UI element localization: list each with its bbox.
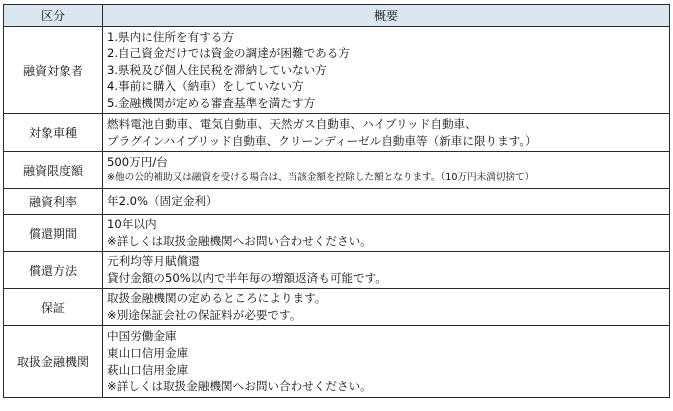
content-line: 中国労働金庫 <box>107 329 177 344</box>
row-interest-rate <box>4 189 670 215</box>
row-label: 保証 <box>4 289 103 326</box>
row-content <box>103 215 670 252</box>
table-header-row <box>4 5 670 27</box>
row-label: 融資限度額 <box>4 152 103 189</box>
content-line: 3.県税及び個人住民税を滞納していない方 <box>107 62 327 77</box>
header-category: 区分 <box>4 5 103 27</box>
row-label: 償還期間 <box>4 215 103 252</box>
row-content <box>103 189 670 215</box>
row-repayment-method <box>4 252 670 289</box>
row-label: 融資対象者 <box>4 27 103 114</box>
row-content <box>103 289 670 326</box>
content-line: 5.金融機関が定める審査基準を満たす方 <box>107 95 316 110</box>
content-line: 2.自己資金だけでは資金の調達が困難である方 <box>107 46 350 61</box>
header-overview: 概要 <box>103 5 670 27</box>
row-content <box>103 152 670 189</box>
row-label: 償還方法 <box>4 252 103 289</box>
content-line: プラグインハイブリッド自動車、クリーンディーゼル自動車等（新車に限ります。） <box>107 133 537 148</box>
content-line: 500万円/台 <box>107 154 168 169</box>
content-line: 4.事前に購入（納車）をしていない方 <box>107 79 304 94</box>
row-vehicle-types <box>4 114 670 152</box>
content-line: 燃料電池自動車、電気自動車、天然ガス自動車、ハイブリッド自動車、 <box>107 116 477 131</box>
row-content <box>103 114 670 152</box>
content-line: 萩山口信用金庫 <box>107 362 189 377</box>
row-financial-institutions <box>4 326 670 398</box>
content-line: 取扱金融機関の定めるところによります。 <box>107 291 327 306</box>
row-content <box>103 27 670 114</box>
content-line: 10年以内 <box>107 217 157 232</box>
row-repayment-period <box>4 215 670 252</box>
row-content <box>103 326 670 398</box>
row-eligible-borrowers <box>4 27 670 114</box>
content-line: 貸付金額の50%以内で半年毎の増額返済も可能です。 <box>107 271 387 285</box>
content-line: 1.県内に住所を有する方 <box>107 29 234 44</box>
row-label: 融資利率 <box>4 189 103 215</box>
content-line: 年2.0%（固定金利） <box>107 194 218 209</box>
content-line: 元利均等月賦償還 <box>107 254 200 269</box>
content-line: ※別途保証会社の保証料が必要です。 <box>107 308 302 322</box>
content-line: ※詳しくは取扱金融機関へお問い合わせください。 <box>107 379 372 394</box>
row-label: 取扱金融機関 <box>4 326 103 398</box>
row-content <box>103 252 670 289</box>
row-label: 対象車種 <box>4 114 103 152</box>
row-guarantee <box>4 289 670 326</box>
row-loan-limit <box>4 152 670 189</box>
content-line: ※詳しくは取扱金融機関へお問い合わせください。 <box>107 234 372 248</box>
content-note: ※他の公的補助又は融資を受ける場合は、当該金額を控除した額となります。（10万円未満切捨て） <box>107 172 535 184</box>
loan-overview-table <box>3 4 670 398</box>
content-line: 東山口信用金庫 <box>107 345 189 360</box>
